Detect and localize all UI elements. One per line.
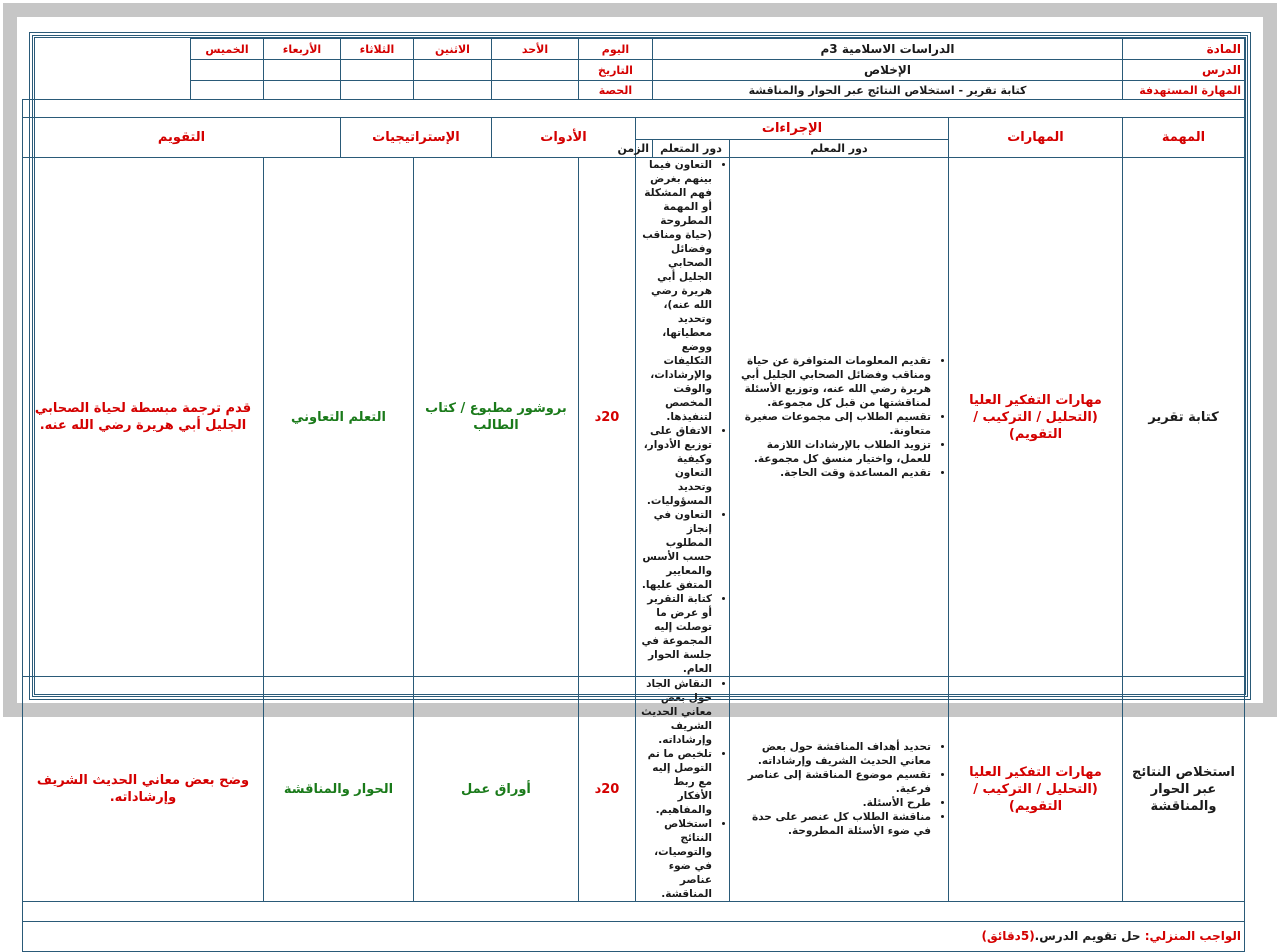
list-item: • تلخيص ما تم التوصل إليه مع ربط الأفكار والمفاهيم. <box>639 747 712 817</box>
day-tue: الثلاثاء <box>340 39 413 60</box>
list-item: • الاتفاق على توزيع الأدوار، وكيفية التعاون وتحديد المسؤوليات. <box>639 424 712 508</box>
teacher-role-list <box>733 354 945 480</box>
col-skills: المهارات <box>949 118 1123 158</box>
col-task: المهمة <box>1123 118 1245 158</box>
task-cell: استخلاص النتائج عبر الحوار والمناقشة <box>1123 677 1245 902</box>
date-cell <box>263 60 340 81</box>
time-cell: 20د <box>578 677 635 902</box>
col-teacher-role: دور المعلم <box>730 140 949 158</box>
list-item: • التعاون فيما بينهم بغرض فهم المشكلة أو المهمة المطروحة (حياة ومناقب وفضائل الصحابي الجليل أبي هريرة رضي الله عنه)، وتحديد معطياتها، ووضع التكليفات والإرشادات، والوقت المخصص لتنفيذها. <box>639 158 712 424</box>
time-cell: 20د <box>578 158 635 677</box>
homework-row <box>22 922 1244 952</box>
list-item: • استخلاص النتائج والتوصيات، في ضوء عناصر المناقشة. <box>639 817 712 901</box>
period-cell <box>340 81 413 100</box>
list-item: • تقسيم موضوع المناقشة إلى عناصر فرعية. <box>733 768 931 796</box>
list-item: • النقاش الجاد حول بعض معاني الحديث الشريف وإرشاداته. <box>639 677 712 747</box>
list-item: • التعاون في إنجاز المطلوب حسب الأسس والمعايير المتفق عليها. <box>639 508 712 592</box>
col-procedures: الإجراءات <box>635 118 948 140</box>
plan-row-2 <box>22 677 1244 902</box>
lesson-plan-frame <box>32 35 1248 943</box>
teacher-role-cell <box>730 158 949 677</box>
date-cell <box>413 60 491 81</box>
col-strategies: الإستراتيجيات <box>340 118 491 158</box>
lesson-label: الدرس <box>1123 60 1245 81</box>
skill-value: كتابة تقرير - استخلاص النتائج عبر الحوار والمناقشة <box>652 81 1122 100</box>
spacer-row <box>22 902 1244 922</box>
strategy-cell: التعلم التعاوني <box>263 158 413 677</box>
col-learner-role: دور المتعلم <box>652 140 729 158</box>
learner-role-list <box>639 677 726 901</box>
date-label: التاريخ <box>578 60 652 81</box>
list-item: • تزويد الطلاب بالإرشادات اللازمة للعمل، واختيار منسق كل مجموعة. <box>733 438 931 466</box>
column-header-row <box>22 118 1244 140</box>
period-cell <box>491 81 578 100</box>
lesson-plan-table <box>22 38 1245 952</box>
skills-cell: مهارات التفكير العليا (التحليل / التركيب / التقويم) <box>949 158 1123 677</box>
period-cell <box>190 81 263 100</box>
col-evaluation: التقويم <box>22 118 340 158</box>
day-wed: الأربعاء <box>263 39 340 60</box>
teacher-role-list <box>733 740 945 838</box>
header-row-lesson <box>22 60 1244 81</box>
skills-cell: مهارات التفكير العليا (التحليل / التركيب / التقويم) <box>949 677 1123 902</box>
date-cell <box>190 60 263 81</box>
day-thu: الخميس <box>190 39 263 60</box>
list-item: • طرح الأسئلة. <box>733 796 931 810</box>
day-sun: الأحد <box>491 39 578 60</box>
page-frame <box>3 3 1277 943</box>
learner-role-cell <box>635 677 729 902</box>
list-item: • تقسيم الطلاب إلى مجموعات صغيرة متعاونة. <box>733 410 931 438</box>
day-label: اليوم <box>578 39 652 60</box>
plan-row-1 <box>22 158 1244 677</box>
period-label: الحصة <box>578 81 652 100</box>
strategy-cell: الحوار والمناقشة <box>263 677 413 902</box>
header-row-skill <box>22 81 1244 100</box>
teacher-role-cell <box>730 677 949 902</box>
period-cell <box>263 81 340 100</box>
tools-cell: بروشور مطبوع / كتاب الطالب <box>413 158 578 677</box>
skill-label: المهارة المستهدفة <box>1123 81 1245 100</box>
day-mon: الاثنين <box>413 39 491 60</box>
list-item: • تحديد أهداف المناقشة حول بعض معاني الحديث الشريف وإرشاداته. <box>733 740 931 768</box>
list-item: • كتابة التقرير أو عرض ما توصلت إليه المجموعة في جلسة الحوار العام. <box>639 592 712 676</box>
homework-text: حل تقويم الدرس. <box>1034 929 1141 943</box>
subject-label: المادة <box>1123 39 1245 60</box>
evaluation-cell: قدم ترجمة مبسطة لحياة الصحابي الجليل أبي هريرة رضي الله عنه. <box>22 158 263 677</box>
spacer-row <box>22 100 1244 118</box>
col-time: الزمن <box>635 140 652 158</box>
list-item: • مناقشة الطلاب كل عنصر على حدة في ضوء الأسئلة المطروحة. <box>733 810 931 838</box>
list-item: • تقديم المساعدة وقت الحاجة. <box>733 466 931 480</box>
header-row-subject <box>22 39 1244 60</box>
subject-value: الدراسات الاسلامية 3م <box>652 39 1122 60</box>
learner-role-list <box>639 158 726 676</box>
homework-cell <box>22 922 1244 952</box>
task-cell: كتابة تقرير <box>1123 158 1245 677</box>
date-cell <box>491 60 578 81</box>
tools-cell: أوراق عمل <box>413 677 578 902</box>
col-tools: الأدوات <box>491 118 635 158</box>
evaluation-cell: وضح بعض معاني الحديث الشريف وإرشاداته. <box>22 677 263 902</box>
lesson-value: الإخلاص <box>652 60 1122 81</box>
period-cell <box>413 81 491 100</box>
date-cell <box>340 60 413 81</box>
homework-duration: (5دقائق) <box>981 929 1035 943</box>
learner-role-cell <box>635 158 729 677</box>
list-item: • تقديم المعلومات المتوافرة عن حياة ومناقب وفضائل الصحابي الجليل أبي هريرة رضي الله عنه، وتوزيع الأسئلة لمناقشتها من قبل كل مجموعة. <box>733 354 931 410</box>
homework-label: الواجب المنزلي: <box>1144 929 1241 943</box>
